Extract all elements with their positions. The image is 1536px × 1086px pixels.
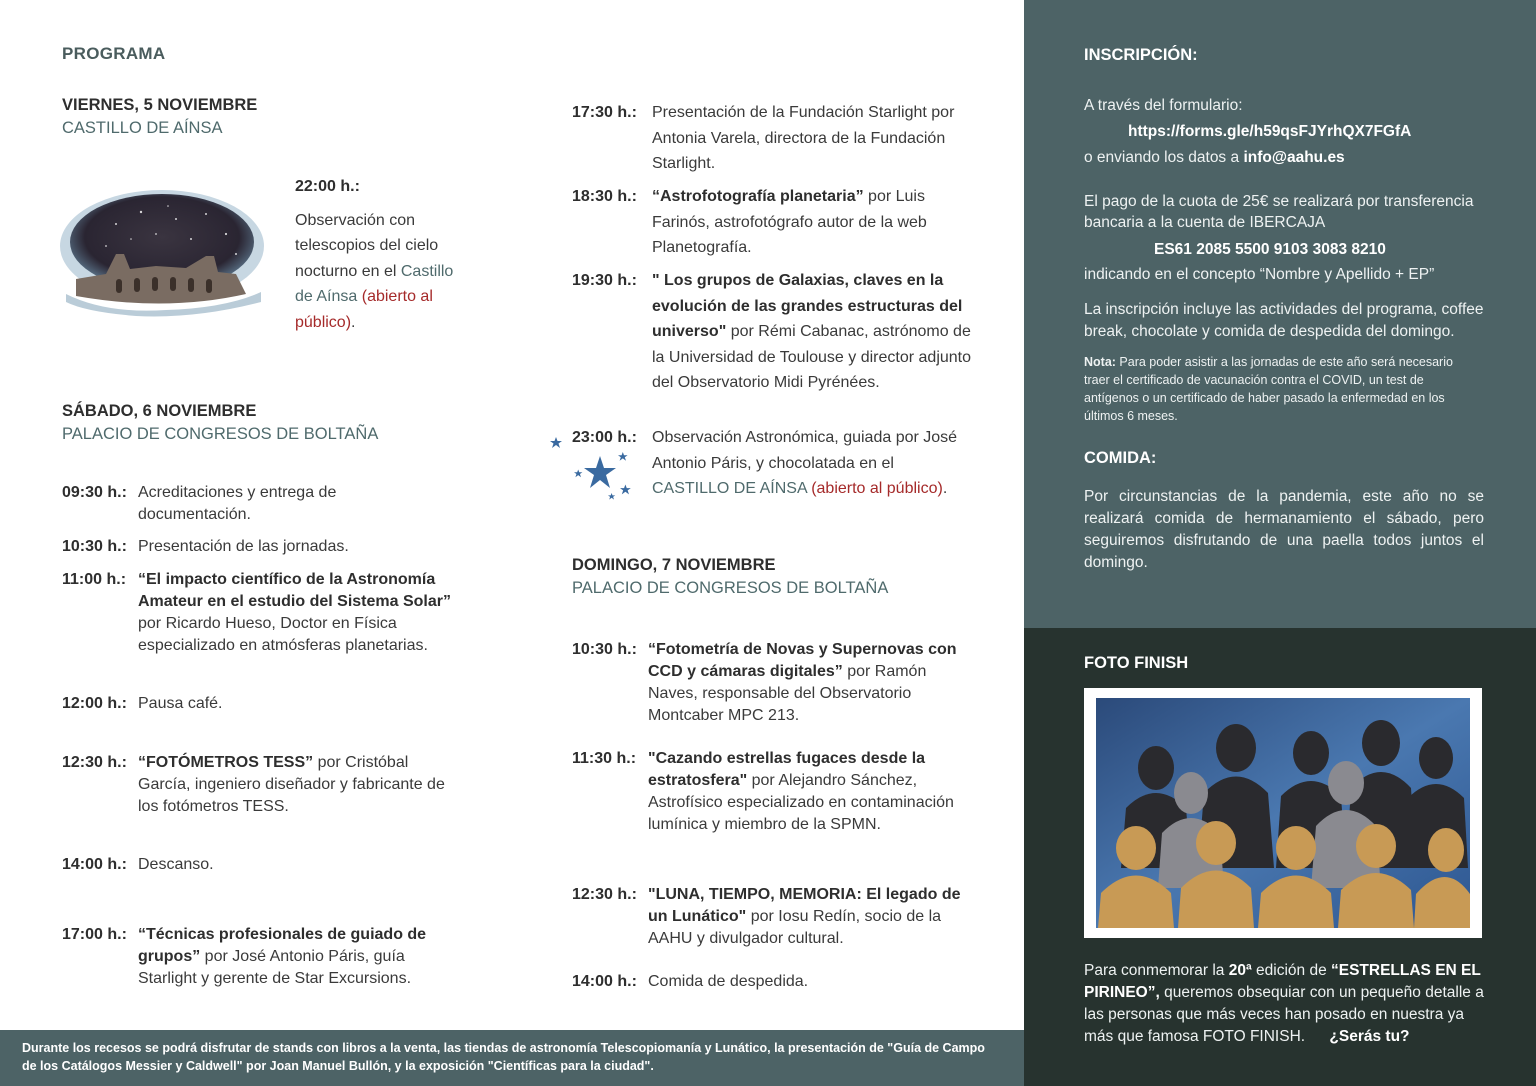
comida-text: Por circunstancias de la pandemia, este año no se realizará comida de hermanamiento el sábado, pero seguiremos disfrutando de una paella todos juntos el domingo. bbox=[1084, 488, 1484, 571]
sabado-event-1: 09:30 h.: Acreditaciones y entrega de documentación. bbox=[62, 484, 337, 523]
viernes-venue: CASTILLO DE AÍNSA bbox=[62, 119, 223, 137]
inscripcion-title: INSCRIPCIÓN: bbox=[1084, 46, 1198, 64]
concepto-text: indicando en el concepto “Nombre y Apellido + EP” bbox=[1084, 266, 1435, 283]
viernes-period: . bbox=[351, 313, 356, 331]
sabado-event-4: 12:00 h.: Pausa café. bbox=[62, 695, 223, 712]
domingo-event-2: 11:30 h.: "Cazando estrellas fugaces desde la estratosfera" por Alejandro Sánchez, Astrofísico especializado en contaminación lumínica y miembro de la SPMN. bbox=[572, 750, 954, 833]
left-column bbox=[62, 44, 462, 987]
foto-finish-panel bbox=[1024, 628, 1536, 1086]
sabado-event-6: 14:00 h.: Descanso. bbox=[62, 856, 214, 873]
sabado-event-5: 12:30 h.: “FOTÓMETROS TESS” por Cristóbal García, ingeniero diseñador y fabricante de los fotómetros TESS. bbox=[62, 754, 445, 815]
domingo-event-3: 12:30 h.: "LUNA, TIEMPO, MEMORIA: El legado de un Lunático" por Iosu Redín, socio de la AAHU y divulgador cultural. bbox=[572, 886, 961, 947]
viernes-event bbox=[295, 174, 465, 335]
iban: ES61 2085 5500 9103 3083 8210 bbox=[1154, 241, 1386, 258]
domingo-venue: PALACIO DE CONGRESOS DE BOLTAÑA bbox=[572, 579, 889, 597]
foto-pregunta: ¿Serás tu? bbox=[1329, 1028, 1410, 1045]
night-public: (abierto al público) bbox=[811, 480, 943, 497]
incluye-text: La inscripción incluye las actividades del programa, coffee break, chocolate y comida de despedida del domingo. bbox=[1084, 301, 1484, 340]
inscripcion-via: A través del formulario: bbox=[1084, 97, 1243, 114]
sabado-day: SÁBADO, 6 NOVIEMBRE bbox=[62, 402, 257, 420]
viernes-place: Castillo de Aínsa bbox=[295, 262, 454, 305]
viernes-day: VIERNES, 5 NOVIEMBRE bbox=[62, 96, 258, 114]
sabado-event-8: 17:30 h.: Presentación de la Fundación Starlight por Antonia Varela, directora de la Fundación Starlight. bbox=[572, 104, 955, 172]
inscripcion-panel bbox=[1024, 0, 1536, 628]
sabado-event-3: 11:00 h.: “El impacto científico de la Astronomía Amateur en el estudio del Sistema Solar” por Ricardo Hueso, Doctor en Física especializado en atmósferas planetarias. bbox=[62, 571, 451, 654]
footer-note: Durante los recesos se podrá disfrutar de stands con libros a la venta, las tiendas de astronomía Telescopiomanía y Lunático, la presentación de "Guía de Campo de los Catálogos Messier y Caldwell" por Joan Manuel Bullón, y la exposición "Científicas para la ciudad". bbox=[0, 1030, 1024, 1086]
sabado-event-7: 17:00 h.: “Técnicas profesionales de guiado de grupos” por José Antonio Páris, guía Starlight y gerente de Star Excursions. bbox=[62, 926, 427, 987]
comida-title: COMIDA: bbox=[1084, 449, 1157, 467]
nota-text: Nota: Para poder asistir a las jornadas de este año será necesario traer el certificado de vacunación contra el COVID, un test de antígenos o un certificado de haber pasado la enfermedad en los últimos 6 meses. bbox=[1084, 355, 1453, 423]
foto-text: Para conmemorar la 20ª edición de “ESTRELLAS EN EL PIRINEO”, queremos obsequiar con un pequeño detalle a las personas que más veces han posado en nuestra ya más que famosa FOTO FINISH. ¿Serás tu? bbox=[1084, 962, 1484, 1045]
domingo-event-1: 10:30 h.: “Fotometría de Novas y Supernovas con CCD y cámaras digitales” por Ramón Naves, responsable del Observatorio Montcaber MPC 213. bbox=[572, 641, 957, 724]
email-link[interactable]: info@aahu.es bbox=[1243, 149, 1345, 166]
viernes-desc: Observación con telescopios del cielo nocturno en el bbox=[295, 211, 439, 280]
night-place: CASTILLO DE AÍNSA bbox=[652, 480, 807, 497]
sabado-venue: PALACIO DE CONGRESOS DE BOLTAÑA bbox=[62, 425, 379, 443]
domingo-event-4: 14:00 h.: Comida de despedida. bbox=[572, 973, 809, 990]
viernes-public: (abierto al público) bbox=[295, 288, 433, 331]
viernes-time: 22:00 h.: bbox=[295, 178, 360, 195]
inscripcion-or: o enviando los datos a bbox=[1084, 149, 1240, 166]
sabado-event-10: 19:30 h.: " Los grupos de Galaxias, claves en la evolución de las grandes estructuras del universo" por Rémi Cabanac, astrónomo de la Universidad de Toulouse y director adjunto del Observatorio Midi Pyrénées. bbox=[572, 272, 972, 391]
domingo-day: DOMINGO, 7 NOVIEMBRE bbox=[572, 556, 776, 574]
programa-title: PROGRAMA bbox=[62, 44, 166, 63]
form-link[interactable]: https://forms.gle/h59qsFJYrhQX7FGfA bbox=[1128, 123, 1412, 140]
sabado-night-event: 23:00 h.: Observación Astronómica, guiada por José Antonio Páris, y chocolatada en el CASTILLO DE AÍNSA (abierto al público). bbox=[572, 429, 958, 497]
foto-finish-image bbox=[1084, 688, 1482, 938]
sabado-event-2: 10:30 h.: Presentación de las jornadas. bbox=[62, 538, 349, 555]
foto-title: FOTO FINISH bbox=[1084, 654, 1189, 672]
sabado-event-9: 18:30 h.: “Astrofotografía planetaria” por Luis Farinós, astrofotógrafo autor de la web Planetografía. bbox=[572, 188, 927, 256]
castle-illustration bbox=[46, 184, 272, 319]
pago-text: El pago de la cuota de 25€ se realizará por transferencia bancaria a la cuenta de IBERCAJA bbox=[1084, 193, 1474, 231]
